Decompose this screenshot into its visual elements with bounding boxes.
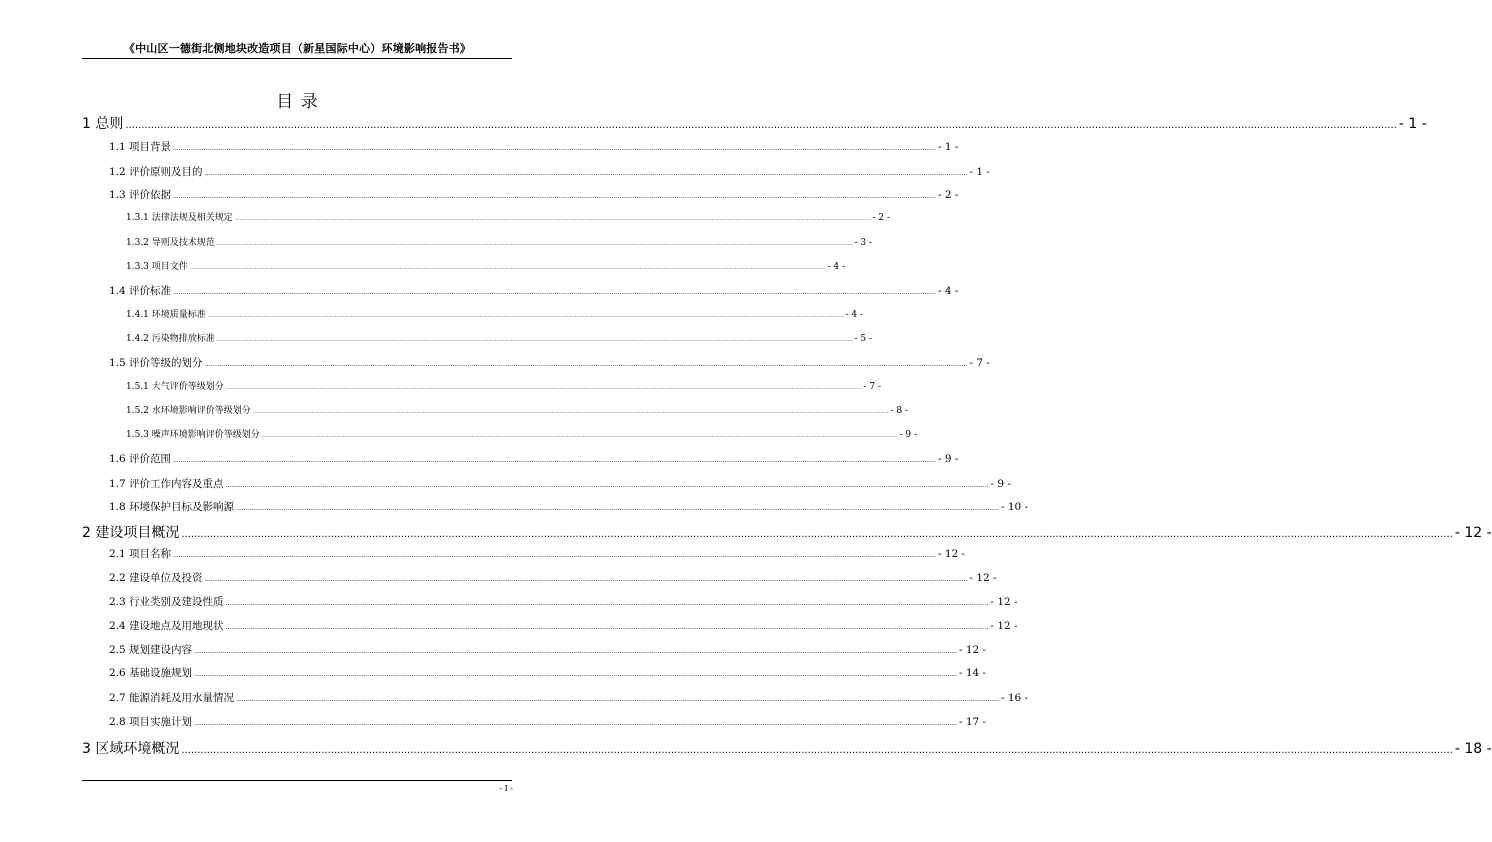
toc-dot-leader: ................................................................................................................................................................................................................................................................................................................................................................................................................ (252, 409, 889, 415)
toc-dot-leader: ................................................................................................................................................................................................................................................................................................................................................................................................................ (225, 600, 989, 607)
toc-entry-page: - 18 - (1454, 741, 1492, 757)
toc-entry-page: - 2 - (937, 189, 959, 201)
toc-entry[interactable] (109, 665, 987, 680)
toc-entry-label: 2.3 行业类别及建设性质 (109, 596, 224, 608)
toc-dot-leader: ................................................................................................................................................................................................................................................................................................................................................................................................................ (194, 671, 957, 678)
toc-entry[interactable] (109, 499, 1029, 514)
toc-entry[interactable] (109, 642, 987, 657)
toc-entry-label: 2.4 建设地点及用地现状 (109, 620, 224, 632)
toc-entry-page: - 2 - (872, 213, 891, 223)
toc-entry[interactable] (109, 283, 959, 298)
toc-dot-leader: ................................................................................................................................................................................................................................................................................................................................................................................................................ (234, 216, 871, 222)
toc-entry-label: 2.1 项目名称 (109, 548, 172, 560)
toc-entry-page: - 12 - (1454, 525, 1492, 541)
toc-entry-page: - 5 - (854, 334, 873, 344)
toc-entry[interactable] (82, 113, 1427, 133)
toc-dot-leader: ................................................................................................................................................................................................................................................................................................................................................................................................................ (173, 289, 936, 296)
toc-dot-leader: ................................................................................................................................................................................................................................................................................................................................................................................................................ (236, 505, 999, 512)
toc-dot-leader: ................................................................................................................................................................................................................................................................................................................................................................................................................ (189, 265, 826, 271)
toc-dot-leader: ................................................................................................................................................................................................................................................................................................................................................................................................................ (194, 648, 957, 655)
toc-entry[interactable] (126, 427, 918, 440)
toc-entry[interactable] (126, 235, 873, 248)
toc-dot-leader: ................................................................................................................................................................................................................................................................................................................................................................................................................ (204, 576, 968, 583)
toc-entry-label: 2 建设项目概况 (82, 525, 180, 541)
toc-dot-leader: ................................................................................................................................................................................................................................................................................................................................................................................................................ (225, 624, 989, 631)
running-header: 《中山区一德街北侧地块改造项目（新星国际中心）环境影响报告书》 (123, 42, 472, 55)
toc-dot-leader: ................................................................................................................................................................................................................................................................................................................................................................................................................ (173, 552, 936, 559)
toc-entry[interactable] (126, 259, 846, 272)
toc-entry-label: 1.6 评价范围 (109, 453, 172, 465)
toc-entry-page: - 12 - (990, 596, 1018, 608)
toc-entry-label: 2.5 规划建设内容 (109, 644, 193, 656)
toc-dot-leader: ................................................................................................................................................................................................................................................................................................................................................................................................................ (225, 482, 989, 489)
toc-dot-leader: ................................................................................................................................................................................................................................................................................................................................................................................................................ (125, 120, 1397, 131)
toc-entry-label: 1.4.2 污染物排放标准 (126, 334, 215, 344)
toc-entry-page: - 12 - (958, 644, 987, 656)
toc-entry[interactable] (82, 738, 1492, 758)
toc-dot-leader: ................................................................................................................................................................................................................................................................................................................................................................................................................ (204, 170, 968, 177)
toc-entry-page: - 14 - (958, 667, 987, 679)
toc-entry[interactable] (126, 331, 873, 344)
toc-entry-label: 1.4 评价标准 (109, 285, 172, 297)
toc-entry-page: - 9 - (937, 453, 959, 465)
toc-dot-leader: ................................................................................................................................................................................................................................................................................................................................................................................................................ (173, 457, 936, 464)
toc-dot-leader: ................................................................................................................................................................................................................................................................................................................................................................................................................ (194, 720, 957, 727)
toc-dot-leader: ................................................................................................................................................................................................................................................................................................................................................................................................................ (261, 433, 898, 439)
toc-entry-label: 2.7 能源消耗及用水量情况 (109, 692, 235, 704)
toc-entry-page: - 1 - (1398, 116, 1427, 132)
toc-dot-leader: ................................................................................................................................................................................................................................................................................................................................................................................................................ (173, 193, 936, 200)
toc-entry-label: 3 区域环境概况 (82, 741, 180, 757)
toc-dot-leader: ................................................................................................................................................................................................................................................................................................................................................................................................................ (181, 745, 1453, 756)
toc-entry-label: 1.5 评价等级的划分 (109, 357, 203, 369)
toc-entry[interactable] (109, 451, 959, 466)
toc-entry-label: 1.1 项目背景 (109, 141, 172, 153)
toc-entry-page: - 9 - (899, 430, 918, 440)
toc-entry-label: 2.8 项目实施计划 (109, 716, 193, 728)
toc-dot-leader: ................................................................................................................................................................................................................................................................................................................................................................................................................ (207, 313, 844, 319)
toc-entry-page: - 7 - (969, 357, 990, 369)
toc-dot-leader: ................................................................................................................................................................................................................................................................................................................................................................................................................ (204, 361, 968, 368)
toc-entry-page: - 4 - (937, 285, 959, 297)
toc-entry-page: - 8 - (890, 406, 909, 416)
toc-entry[interactable] (109, 546, 966, 561)
toc-entry[interactable] (109, 164, 990, 179)
toc-entry-label: 1 总则 (82, 116, 124, 132)
toc-entry[interactable] (109, 187, 959, 202)
toc-dot-leader: ................................................................................................................................................................................................................................................................................................................................................................................................................ (216, 337, 853, 343)
toc-entry[interactable] (109, 594, 1018, 609)
footer-page-number: - I - (499, 784, 513, 793)
toc-entry-page: - 9 - (990, 478, 1011, 490)
toc-entry-page: - 4 - (827, 262, 846, 272)
toc-entry[interactable] (109, 139, 959, 154)
toc-entry-label: 1.4.1 环境质量标准 (126, 310, 206, 320)
toc-entry-label: 1.3 评价依据 (109, 189, 172, 201)
toc-entry-label: 2.6 基础设施规划 (109, 667, 193, 679)
toc-entry-page: - 12 - (969, 572, 997, 584)
toc-entry[interactable] (109, 618, 1018, 633)
toc-entry-label: 1.3.3 项目文件 (126, 262, 188, 272)
toc-entry-label: 1.5.3 噪声环境影响评价等级划分 (126, 430, 260, 440)
toc-entry[interactable] (109, 690, 1029, 705)
toc-title: 目 录 (276, 92, 319, 112)
toc-entry[interactable] (126, 403, 909, 416)
toc-entry-page: - 1 - (937, 141, 959, 153)
footer-divider (82, 780, 512, 781)
toc-dot-leader: ................................................................................................................................................................................................................................................................................................................................................................................................................ (236, 696, 999, 703)
toc-entry-page: - 3 - (854, 238, 873, 248)
toc-dot-leader: ................................................................................................................................................................................................................................................................................................................................................................................................................ (216, 241, 853, 247)
toc-dot-leader: ................................................................................................................................................................................................................................................................................................................................................................................................................ (225, 385, 862, 391)
toc-entry-label: 1.3.2 导则及技术规范 (126, 238, 215, 248)
toc-entry[interactable] (109, 714, 987, 729)
toc-entry-page: - 16 - (1000, 692, 1029, 704)
toc-entry-label: 1.5.1 大气评价等级划分 (126, 382, 224, 392)
toc-entry-page: - 10 - (1000, 501, 1029, 513)
toc-entry[interactable] (126, 210, 891, 223)
toc-entry-page: - 17 - (958, 716, 987, 728)
toc-entry-label: 1.8 环境保护目标及影响源 (109, 501, 235, 513)
toc-entry[interactable] (109, 570, 997, 585)
toc-entry-label: 2.2 建设单位及投资 (109, 572, 203, 584)
toc-entry[interactable] (126, 379, 882, 392)
toc-entry[interactable] (109, 476, 1011, 491)
toc-entry-label: 1.2 评价原则及目的 (109, 166, 203, 178)
toc-dot-leader: ................................................................................................................................................................................................................................................................................................................................................................................................................ (181, 529, 1453, 540)
toc-entry-page: - 4 - (845, 310, 864, 320)
toc-dot-leader: ................................................................................................................................................................................................................................................................................................................................................................................................................ (173, 145, 936, 152)
toc-entry-label: 1.7 评价工作内容及重点 (109, 478, 224, 490)
toc-entry-page: - 12 - (990, 620, 1018, 632)
toc-entry-page: - 12 - (937, 548, 966, 560)
toc-entry[interactable] (109, 355, 990, 370)
toc-entry-page: - 1 - (969, 166, 990, 178)
toc-entry[interactable] (82, 522, 1492, 542)
toc-entry-label: 1.3.1 法律法规及相关规定 (126, 213, 233, 223)
toc-entry-page: - 7 - (863, 382, 882, 392)
toc-entry[interactable] (126, 307, 864, 320)
toc-entry-label: 1.5.2 水环境影响评价等级划分 (126, 406, 251, 416)
